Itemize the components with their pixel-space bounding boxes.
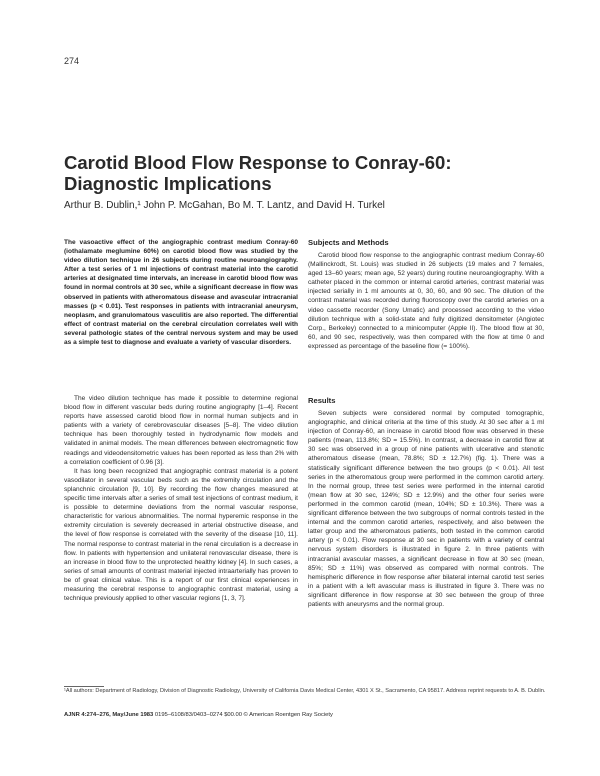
footnote: ¹All authors: Department of Radiology, Division of Diagnostic Radiology, University of California Davis Medical Center, 4301 X St., Sacramento, CA 95817. Address reprint requests to A. B. Dublin. xyxy=(64,688,546,694)
journal-citation xyxy=(64,711,546,719)
methods-heading: Subjects and Methods xyxy=(308,238,389,247)
abstract: The vasoactive effect of the angiographic contrast medium Conray-60 (iothalamate meglumine 60%) on carotid blood flow was studied by the video dilution technique in 26 subjects during routine neuroangiography. After a test series of 1 ml injections of contrast material into the carotid arteries at designated time intervals, an increase in carotid blood flow was found in normal controls at 30 sec, while a significant decrease in flow was observed in patients with atheromatous disease and avascular intracranial masses (p < 0.01). Test responses in patients with intracranial aneurysm, neoplasm, and granulomatous vasculitis are also reported. The differential effect of contrast material on the cerebral circulation correlates well with several pathologic states of the central nervous system and may be used as a simple test to diagnose and evaluate a variety of vascular disorders. xyxy=(64,239,298,347)
introduction xyxy=(64,394,298,603)
results-paragraph: Seven subjects were considered normal by computed tomographic, angiographic, and clinical criteria at the time of this study. At 30 sec after a 1 ml injection of Conray-60, an increase in carotid blood flow was observed in these patients (mean, 113.8%; SD = 15.5%). In contrast, a decrease in carotid flow at 30 sec was observed in a group of nine patients with ulcerative and stenotic atheromatous disease (mean, 78.8%; SD ± 12.7%) (fig. 1). There was a statistically significant difference between the two groups (p < 0.01). All test series in the atheromatous group were performed in the common carotid artery. In the normal group, three test series were performed in the internal carotid (mean flow at 30 sec, 124%; SD ± 12.9%) and the other four series were performed in the common carotid (mean, 104%; SD ± 10.3%). There was a significant difference between the two subgroups of normal controls tested in the internal and the common carotid arteries, respectively, and also between the latter group and the atheromatous patients, both tested in the common carotid artery (p < 0.01). Flow response at 30 sec in patients with a variety of central nervous system disorders is illustrated in figure 2. In three patients with intracranial avascular masses, a significant decrease in flow at 30 sec (mean, 85%; SD ± 11%) was observed as compared with normal controls. The hemispheric difference in flow response after bilateral internal carotid test series in a patient with a left avascular mass is illustrated in figure 3. There was no significant difference in flow response at 30 sec between the group of three patients with aneurysms and the normal group. xyxy=(308,410,544,608)
methods-paragraph: Carotid blood flow response to the angiographic contrast medium Conray-60 (Mallinckrodt, St. Louis) was studied in 26 subjects (19 males and 7 females, aged 13–60 years; mean age, 52 years) during routine neuroangiography. With a catheter placed in the common or internal carotid arteries, contrast material was injected serially in 1 ml amounts at 0, 30, 60, and 90 sec. The dilution of the contrast material was recorded during fluoroscopy over the carotid arteries on a video cassette recorder (Sony Umatic) and processed according to the video dilution technique with a solid-state and fully digitized densitometer (Angiotec Corp., Berkeley) connected to a minicomputer (Apple II). The blood flow at 30, 60, and 90 sec, respectively, was then compared with the flow at time 0 and expressed as percentage of the baseline flow (= 100%). xyxy=(308,252,544,350)
page-number: 274 xyxy=(64,56,80,66)
methods-section xyxy=(308,238,544,351)
intro-paragraph: It has long been recognized that angiographic contrast material is a potent vasodilator in several vascular beds such as the extremity circulation and the splanchnic circulation [9, 10]. By recording the flow changes measured at specific time intervals after a series of small test injections of contrast medium, it is possible to determine deviations from the normal vascular response, characteristic for various abnormalities. The normal hyperemic response in the extremity circulation is severely decreased in arterial obstructive disease, and the level of flow response is correlated with the severity of the disease [10, 11]. The normal response to contrast material in the renal circulation is a decrease in flow. In patients with hypertension and unilateral renovascular disease, there is an increase in blood flow to the unprotected healthy kidney [4]. In such cases, a series of small amounts of contrast material injected intraarterially has proven to be of great clinical value. This is a report of our first clinical experiences in measuring the cerebral response to angiographic contrast material, using a technique previously applied to other vascular regions [1, 3, 7]. xyxy=(64,467,298,603)
intro-paragraph: The video dilution technique has made it possible to determine regional blood flow in different vascular beds during routine angiography [1–4]. Recent reports have assessed carotid blood flow in normal human subjects and in patients with a variety of cerebrovascular diseases [5–8]. The video dilution technique has been thoroughly tested in hydrodynamic flow models and validated in animal models. The mean differences between electromagnetic flow readings and videodensitometric values has been reported as less than 2% with a correlation coefficient of 0.96 [3]. xyxy=(64,395,298,466)
journal-copyright: 0195–6108/83/0403–0274 $00.00 © American Roentgen Ray Society xyxy=(154,712,333,718)
author-list: Arthur B. Dublin,¹ John P. McGahan, Bo M. T. Lantz, and David H. Turkel xyxy=(64,200,385,211)
results-heading: Results xyxy=(308,396,336,405)
footnote-rule xyxy=(64,686,104,687)
journal-name: AJNR 4:274–276, May/June 1983 xyxy=(64,712,154,718)
results-section xyxy=(308,396,544,609)
article-title: Carotid Blood Flow Response to Conray-60: Diagnostic Implications xyxy=(64,152,452,194)
